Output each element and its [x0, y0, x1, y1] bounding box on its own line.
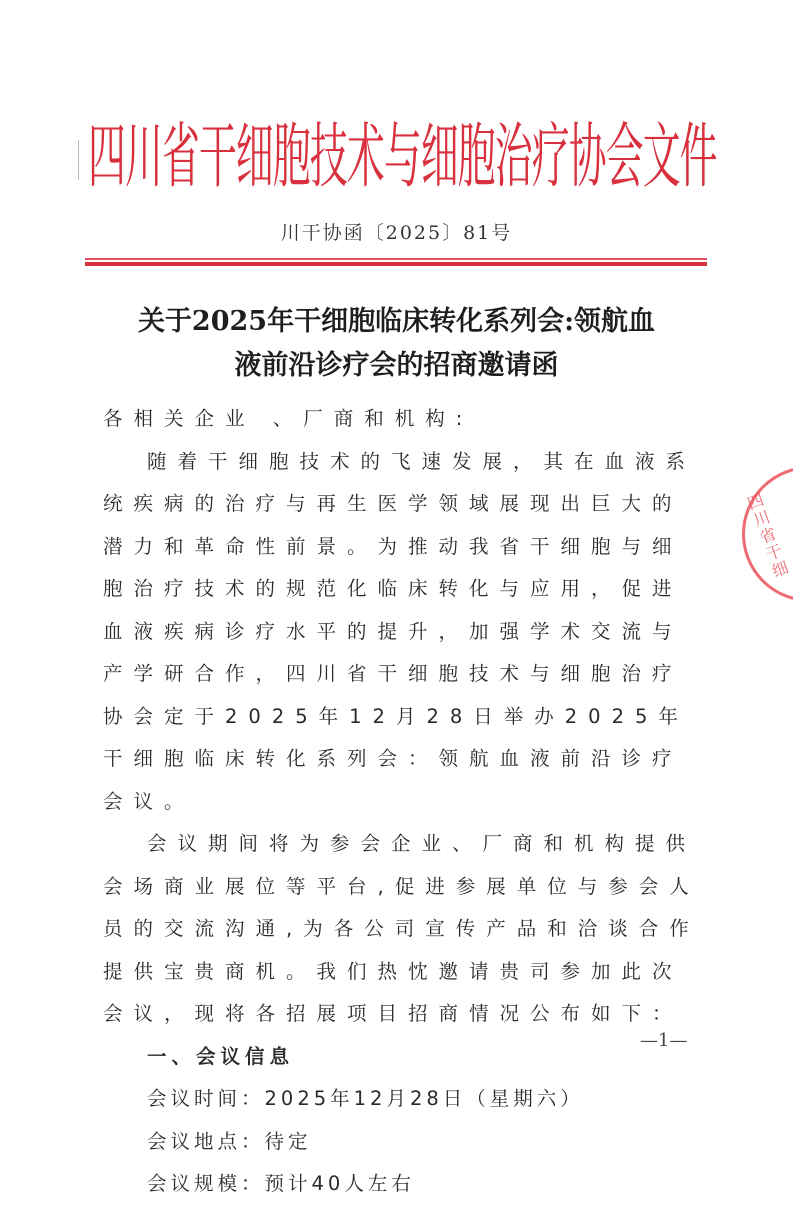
- info-value: 待定: [264, 1129, 312, 1153]
- page-number: —1—: [640, 1030, 688, 1051]
- document-title: [90, 300, 703, 388]
- info-label: 会议规模：: [147, 1172, 265, 1195]
- organization-header: 四川省干细胞技术与细胞治疗协会文件: [88, 116, 717, 198]
- paragraph-1: 随着干细胞技术的飞速发展，其在血液系统疾病的治疗与再生医学领域展现出巨大的潜力和革命性前景。为推动我省干细胞与细胞治疗技术的规范化临床转化与应用，促进血液疾病诊疗水平的提升，加强学术交流与产学研合作，四川省干细胞技术与细胞治疗协会定于2025年12月28日举办2025年干细胞临床转化系列会：领航血液前沿诊疗会议。: [103, 449, 697, 813]
- document-number: 川干协函〔2025〕81号: [280, 222, 513, 244]
- section-heading-meeting-info: 一、会议信息: [147, 1044, 295, 1068]
- margin-mark: [78, 140, 79, 180]
- info-meeting-scale: [103, 1163, 703, 1206]
- header-rule-thick: [85, 262, 707, 266]
- title-line-2: 液前沿诊疗会的招商邀请函: [234, 350, 559, 381]
- document-body: [103, 398, 703, 1206]
- salutation: 各相关企业 、厂商和机构:: [103, 407, 474, 430]
- seal-text: 四川省干细: [744, 490, 792, 582]
- header-rule-thin: [85, 258, 707, 260]
- paragraph-2: 会议期间将为参会企业、厂商和机构提供会场商业展位等平台,促进参展单位与参会人员的交流沟通,为各公司宣传产品和洽谈合作提供宝贵商机。我们热忱邀请贵司参加此次会议，现将各招展项目招商情况公布如下：: [103, 832, 700, 1025]
- info-meeting-location: [103, 1121, 703, 1164]
- info-label: 会议地点：: [147, 1129, 265, 1153]
- info-value: 2025年12月28日（星期六）: [264, 1087, 584, 1110]
- info-value: 预计40人左右: [264, 1172, 415, 1195]
- info-label: 会议时间：: [147, 1087, 265, 1110]
- title-line-1: 关于2025年干细胞临床转化系列会:领航血: [137, 306, 656, 337]
- info-meeting-time: [103, 1078, 703, 1121]
